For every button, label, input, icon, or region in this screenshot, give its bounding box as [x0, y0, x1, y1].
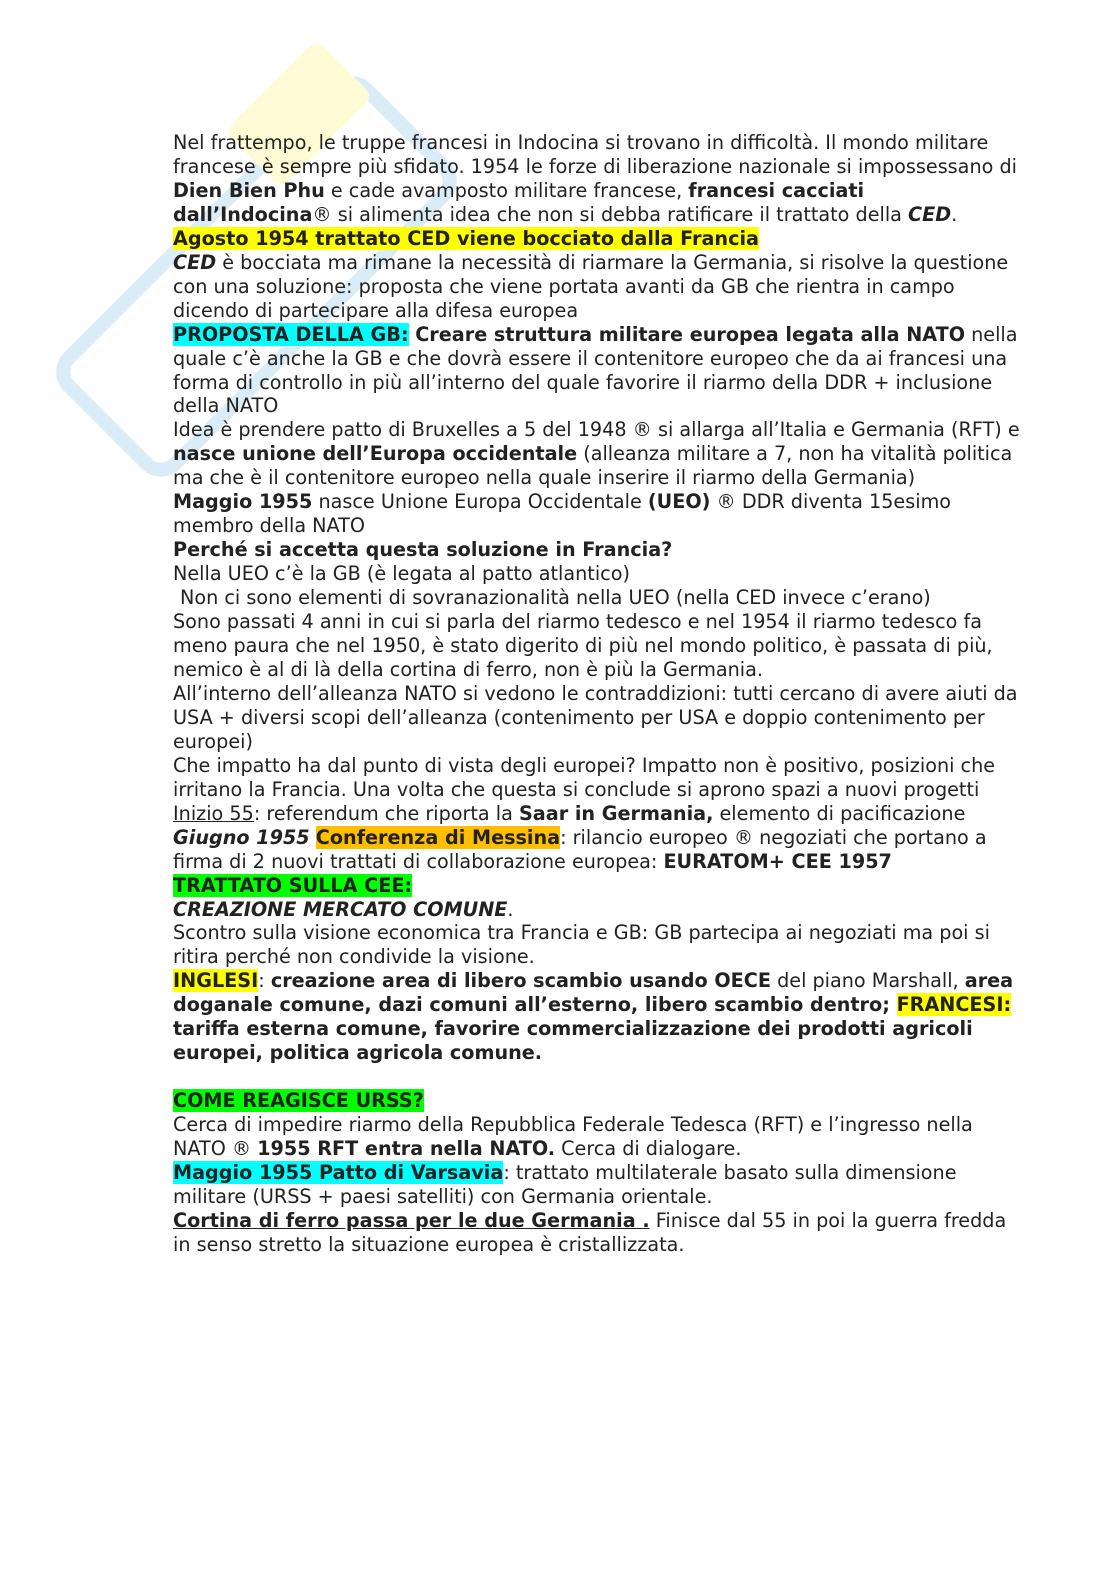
paragraph-maggio-1955-ueo: Maggio 1955 nasce Unione Europa Occidentale (UEO) ® DDR diventa 15esimo membro della NATO [173, 490, 951, 538]
paragraph-conferenza-messina: Giugno 1955 Conferenza di Messina: rilancio europeo ® negoziati che portano a firma di 2 nuovi trattati di collaborazione europea: EURATOM+ CEE 1957 [173, 825, 987, 873]
paragraph-patto-bruxelles: Idea è prendere patto di Bruxelles a 5 del 1948 ® si allarga all’Italia e Germania (RFT) e nasce unione dell’Europa occidentale (alleanza militare a 7, non ha vitalità politica ma che è il contenitore europeo nella quale inserire il riarmo della Germania) [173, 418, 1020, 490]
paragraph-patto-varsavia: Maggio 1955 Patto di Varsavia: trattato multilaterale basato sulla dimensione militare (URSS + paesi satelliti) con Germania orientale. [173, 1161, 957, 1208]
blank-line [173, 1065, 1023, 1089]
paragraph-ueo-gb: Nella UEO c’è la GB (è legata al patto atlantico) [173, 562, 630, 586]
heading-mercato-comune: CREAZIONE MERCATO COMUNE. [173, 897, 514, 921]
paragraph-proposta-gb: PROPOSTA DELLA GB: Creare struttura militare europea legata alla NATO nella quale c’è anche la GB e che dovrà essere il contenitore europeo che da ai francesi una forma di controllo in più all’interno del quale favorire il riarmo della DDR + inclusione della NATO [173, 322, 1018, 418]
paragraph-ced-bocciata: CED è bocciata ma rimane la necessità di riarmare la Germania, si risolve la questione con una soluzione: proposta che viene portata avanti da GB che rientra in campo dicendo di partecipare alla difesa europea [173, 250, 1009, 322]
heading-trattato-cee: TRATTATO SULLA CEE: [173, 873, 413, 897]
paragraph-impatto-europei: Che impatto ha dal punto di vista degli europei? Impatto non è positivo, posizioni che irritano la Francia. Una volta che questa si conclude si aprono spazi a nuovi progetti [173, 753, 996, 801]
paragraph-cortina-ferro: Cortina di ferro passa per le due Germania . Finisce dal 55 in poi la guerra fredda in senso stretto la situazione europea è cristallizzata. [173, 1208, 1007, 1256]
paragraph-inglesi-francesi: INGLESI: creazione area di libero scambio usando OECE del piano Marshall, area doganale comune, dazi comuni all’esterno, libero scambio dentro; FRANCESI: tariffa esterna comune, favorire commercializzazione dei prodotti agricoli europei, politica agricola comune. [173, 969, 1014, 1065]
paragraph-urss-riarmo: Cerca di impedire riarmo della Repubblica Federale Tedesca (RFT) e l’ingresso nella NATO ® 1955 RFT entra nella NATO. Cerca di dialogare. [173, 1113, 973, 1161]
paragraph-riarmo-tedesco: Sono passati 4 anni in cui si parla del riarmo tedesco e nel 1954 il riarmo tedesco fa meno paura che nel 1950, è stato digerito di più nel mondo politico, è passata di più, nemico è al di là della cortina di ferro, non è più la Germania. [173, 610, 993, 681]
paragraph-indocina: Nel frattempo, le truppe francesi in Indocina si trovano in difficoltà. Il mondo militare francese è sempre più sfidato. 1954 le forze di liberazione nazionale si impossessano di Dien Bien Phu e cade avamposto militare francese, francesi cacciati dall’Indocina® si alimenta idea che non si debba ratificare il trattato della CED. [173, 131, 1017, 226]
heading-urss: COME REAGISCE URSS? [173, 1089, 424, 1113]
paragraph-sovranazionalita: Non ci sono elementi di sovranazionalità nella UEO (nella CED invece c’erano) [180, 586, 931, 610]
paragraph-inizio-55: Inizio 55: referendum che riporta la Saar in Germania, elemento di pacificazione [173, 801, 966, 825]
heading-perche-francia: Perché si accetta questa soluzione in Francia? [173, 538, 673, 562]
paragraph-scontro-visione: Scontro sulla visione economica tra Francia e GB: GB partecipa ai negoziati ma poi si ritira perché non condivide la visione. [173, 921, 990, 969]
document-page [173, 131, 1023, 1257]
paragraph-contraddizioni-nato: All’interno dell’alleanza NATO si vedono le contraddizioni: tutti cercano di avere aiuti da USA + diversi scopi dell’alleanza (contenimento per USA e doppio contenimento per europei) [173, 681, 1018, 753]
heading-agosto-1954: Agosto 1954 trattato CED viene bocciato dalla Francia [173, 226, 759, 250]
